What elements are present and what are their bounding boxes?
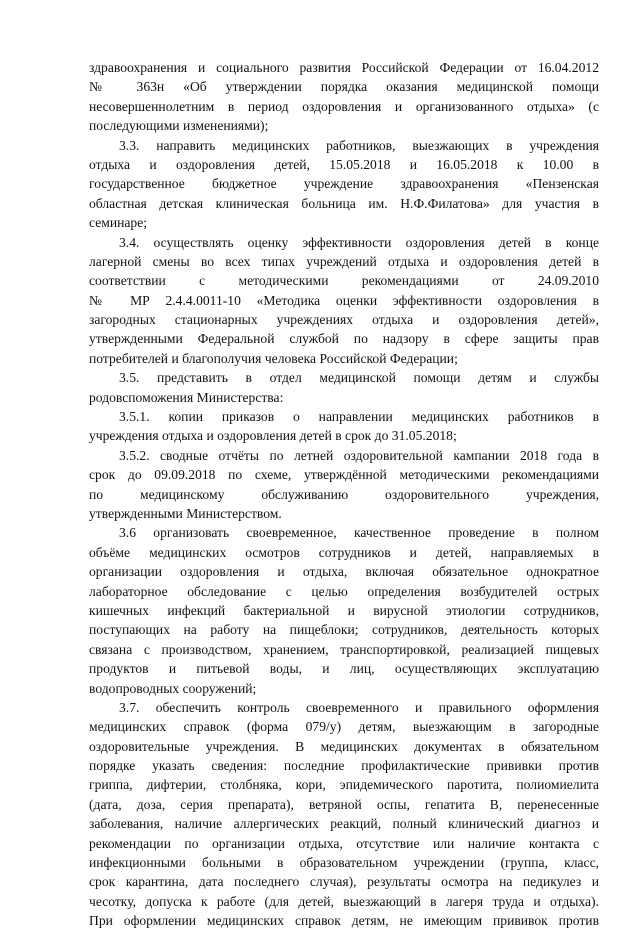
text-line: связана с производством, хранением, транспортировкой, реализацией пищевых	[89, 641, 599, 657]
text-line: областная детская клиническая больница им. Н.Ф.Филатова» для участия в	[89, 195, 599, 211]
text-line: 3.7. обеспечить контроль своевременного и правильного оформления	[119, 699, 599, 715]
text-line: 3.5.2. сводные отчёты по летней оздоровительной кампании 2018 года в	[119, 447, 599, 463]
text-line: срок карантина, дата последнего случая), результаты осмотра на педикулез и	[89, 874, 599, 890]
text-line: водопроводных сооружений;	[89, 680, 257, 696]
text-line: заболевания, наличие аллергических реакций, полный клинический диагноз и	[89, 816, 599, 832]
text-line: загородных стационарных учреждениях отдыха и оздоровления детей»,	[89, 312, 599, 328]
text-line: срок до 09.09.2018 по схеме, утверждённой методическими рекомендациями	[89, 467, 599, 483]
text-line: последующими изменениями);	[89, 118, 269, 134]
text-line: здравоохранения и социального развития Российской Федерации от 16.04.2012	[89, 60, 599, 75]
text-line: При оформлении медицинских справок детям, не имеющим прививок против	[89, 913, 599, 929]
text-line: лагерной смены во всех типах учреждений отдыха и оздоровления детей в	[89, 253, 599, 269]
text-line: № МР 2.4.4.0011-10 «Методика оценки эффективности оздоровления в	[89, 292, 599, 308]
text-line: 3.6 организовать своевременное, качественное проведение в полном	[119, 525, 599, 541]
text-line: потребителей и благополучия человека Российской Федерации;	[89, 350, 458, 366]
text-line: медицинских справок (форма 079/у) детям, выезжающим в загородные	[89, 719, 599, 735]
text-line: продуктов и питьевой воды, и лиц, осуществляющих эксплуатацию	[89, 661, 599, 677]
text-line: объёме медицинских осмотров сотрудников и детей, направляемых в	[89, 544, 599, 560]
text-line: порядке указать сведения: последние профилактические прививки против	[89, 758, 599, 774]
text-line: 3.5. представить в отдел медицинской помощи детям и службы	[119, 370, 599, 386]
text-line: инфекционными больными в образовательном учреждении (группа, класс,	[89, 855, 599, 871]
text-line: государственное бюджетное учреждение здравоохранения «Пензенская	[89, 176, 599, 192]
text-line: рекомендации по организации отдыха, отсутствие или наличие контакта с	[89, 835, 599, 851]
text-line: родовспоможения Министерства:	[89, 389, 284, 405]
text-line: № 363н «Об утверждении порядка оказания медицинской помощи	[89, 79, 599, 95]
text-line: лабораторное обследование с целью определения возбудителей острых	[89, 583, 599, 599]
text-line: организации оздоровления и отдыха, включая обязательное однократное	[89, 564, 599, 580]
text-line: гриппа, дифтерии, столбняка, кори, эпидемического паротита, полиомиелита	[89, 777, 599, 793]
document-page	[89, 58, 599, 931]
text-line: оздоровительные учреждения. В медицинских документах в обязательном	[89, 738, 599, 754]
text-line: (дата, доза, серия препарата), ветряной оспы, гепатита В, перенесенные	[89, 796, 599, 812]
text-line: отдыха и оздоровления детей, 15.05.2018 и 16.05.2018 к 10.00 в	[89, 156, 599, 172]
text-line: семинаре;	[89, 215, 148, 231]
text-line: поступающих на работу на пищеблоки; сотрудников, деятельность которых	[89, 622, 599, 638]
text-line: чесотку, допуска к работе (для детей, выезжающий в лагеря труда и отдыха).	[89, 893, 599, 909]
text-line: 3.4. осуществлять оценку эффективности оздоровления детей в конце	[119, 234, 599, 250]
text-line: по медицинскому обслуживанию оздоровительного учреждения,	[89, 486, 599, 502]
text-line: утвержденными Федеральной службой по надзору в сфере защиты прав	[89, 331, 599, 347]
text-line: соответствии с методическими рекомендациями от 24.09.2010	[89, 273, 599, 289]
text-line: несовершеннолетним в период оздоровления и организованного отдыха» (с	[89, 98, 599, 114]
text-line: кишечных инфекций бактериальной и вирусной этиологии сотрудников,	[89, 602, 599, 618]
text-line: утвержденными Министерством.	[89, 505, 282, 521]
text-line: 3.5.1. копии приказов о направлении медицинских работников в	[119, 409, 599, 425]
text-line: учреждения отдыха и оздоровления детей в срок до 31.05.2018;	[89, 428, 457, 444]
text-line: 3.3. направить медицинских работников, выезжающих в учреждения	[119, 137, 599, 153]
